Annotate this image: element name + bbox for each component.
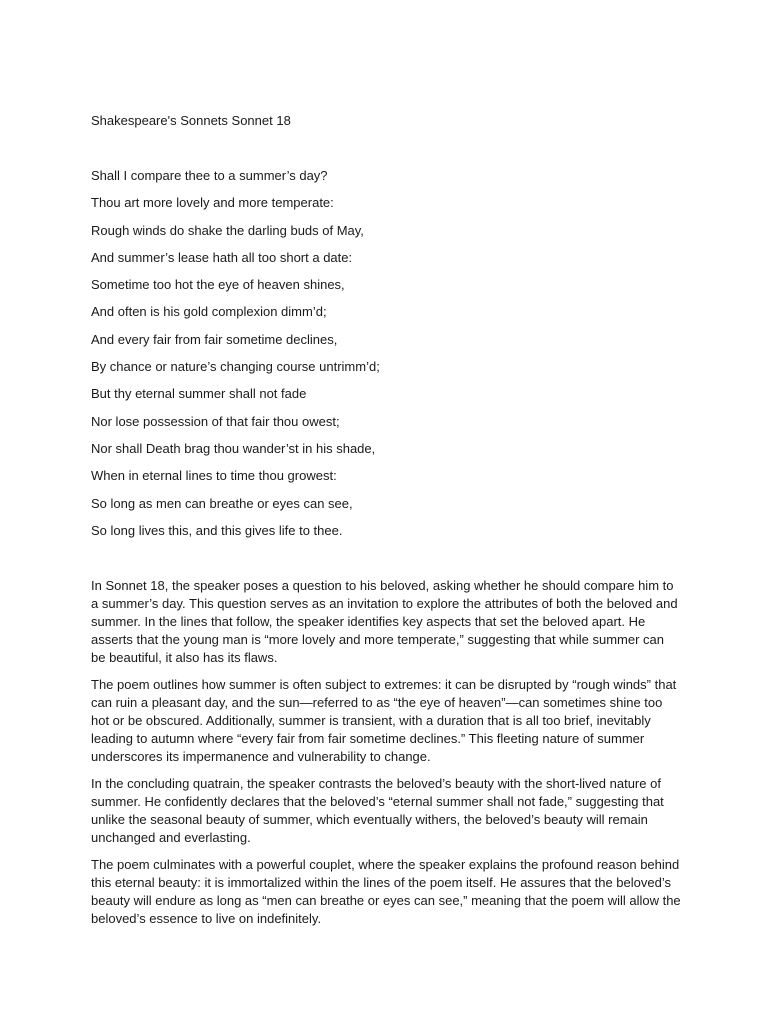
poem-line: Nor lose possession of that fair thou owest; — [91, 413, 340, 429]
poem-line: By chance or nature’s changing course untrimm’d; — [91, 359, 380, 375]
poem-line: Rough winds do shake the darling buds of May, — [91, 222, 364, 238]
analysis-paragraph: The poem outlines how summer is often subject to extremes: it can be disrupted by “rough winds” that can ruin a pleasant day, and the sun—referred to as “the eye of heaven”—can sometimes shine too hot or be obscured. Additionally, summer is transient, with a duration that is all too brief, inevitably leading to autumn where “every fair from fair sometime declines.” This fleeting nature of summer underscores its impermanence and vulnerability to change. — [91, 677, 677, 764]
analysis-paragraph: In the concluding quatrain, the speaker contrasts the beloved’s beauty with the short-lived nature of summer. He confidently declares that the beloved’s “eternal summer shall not fade,” suggesting that unlike the seasonal beauty of summer, which eventually withers, the beloved’s beauty will remain unchanged and everlasting. — [91, 776, 664, 845]
poem-line: Sometime too hot the eye of heaven shines, — [91, 277, 345, 293]
poem-line: But thy eternal summer shall not fade — [91, 386, 307, 402]
analysis-paragraph: The poem culminates with a powerful couplet, where the speaker explains the profound reason behind this eternal beauty: it is immortalized within the lines of the poem itself. He assures that the beloved’s beauty will endure as long as “men can breathe or eyes can see,” meaning that the poem will allow the beloved’s essence to live on indefinitely. — [91, 857, 681, 926]
poem-line: So long as men can breathe or eyes can see, — [91, 495, 353, 511]
poem-line: And summer’s lease hath all too short a date: — [91, 249, 353, 265]
document-title: Shakespeare's Sonnets Sonnet 18 — [91, 113, 291, 128]
poem-line: Nor shall Death brag thou wander’st in his shade, — [91, 440, 376, 456]
poem-line: Thou art more lovely and more temperate: — [91, 195, 334, 211]
poem-line: So long lives this, and this gives life to thee. — [91, 522, 343, 538]
poem-line: And every fair from fair sometime declines, — [91, 331, 338, 347]
analysis-section — [91, 577, 681, 937]
poem-line: Shall I compare thee to a summer’s day? — [91, 168, 328, 183]
analysis-paragraph: In Sonnet 18, the speaker poses a question to his beloved, asking whether he should compare him to a summer’s day. This question serves as an invitation to explore the attributes of both the beloved and summer. In the lines that follow, the speaker identifies key aspects that set the beloved apart. He asserts that the young man is “more lovely and more temperate,” suggesting that while summer can be beautiful, it also has its flaws. — [91, 578, 678, 665]
sonnet-poem — [91, 168, 380, 550]
poem-line: And often is his gold complexion dimm’d; — [91, 304, 327, 320]
poem-line: When in eternal lines to time thou growest: — [91, 468, 337, 484]
